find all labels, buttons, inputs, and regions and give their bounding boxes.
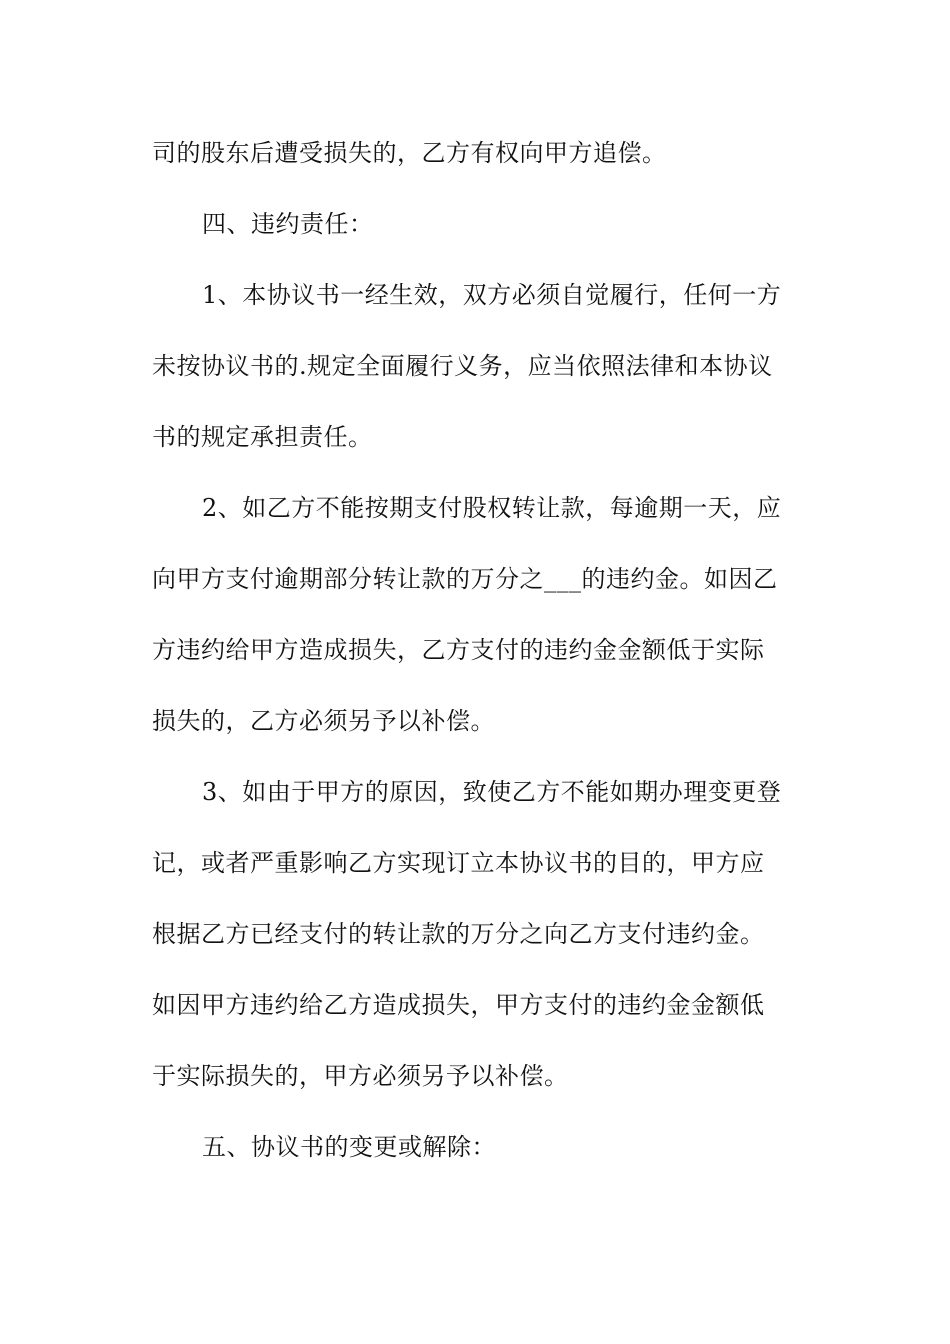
paragraph-line: 方违约给甲方造成损失，乙方支付的违约金金额低于实际 <box>152 636 765 664</box>
paragraph-line: 于实际损失的，甲方必须另予以补偿。 <box>152 1062 569 1090</box>
paragraph-line: 记，或者严重影响乙方实现订立本协议书的目的，甲方应 <box>152 849 765 877</box>
paragraph-line: 未按协议书的.规定全面履行义务，应当依照法律和本协议 <box>152 352 773 380</box>
paragraph-line: 2、如乙方不能按期支付股权转让款，每逾期一天，应 <box>202 494 782 522</box>
paragraph-line: 1、本协议书一经生效，双方必须自觉履行，任何一方 <box>202 281 782 309</box>
paragraph-line: 如因甲方违约给乙方造成损失，甲方支付的违约金金额低 <box>152 991 765 1019</box>
section-heading-breach-liability: 四、违约责任： <box>202 210 374 238</box>
paragraph-line: 3、如由于甲方的原因，致使乙方不能如期办理变更登 <box>202 778 782 806</box>
paragraph-line: 书的规定承担责任。 <box>152 423 373 451</box>
paragraph-line: 根据乙方已经支付的转让款的万分之向乙方支付违约金。 <box>152 920 765 948</box>
paragraph-line: 向甲方支付逾期部分转让款的万分之___的违约金。如因乙 <box>152 565 778 593</box>
paragraph-line: 司的股东后遭受损失的，乙方有权向甲方追偿。 <box>152 139 667 167</box>
paragraph-line: 损失的，乙方必须另予以补偿。 <box>152 707 495 735</box>
document-body <box>152 128 812 1193</box>
section-heading-amendment-termination: 五、协议书的变更或解除： <box>202 1133 496 1161</box>
